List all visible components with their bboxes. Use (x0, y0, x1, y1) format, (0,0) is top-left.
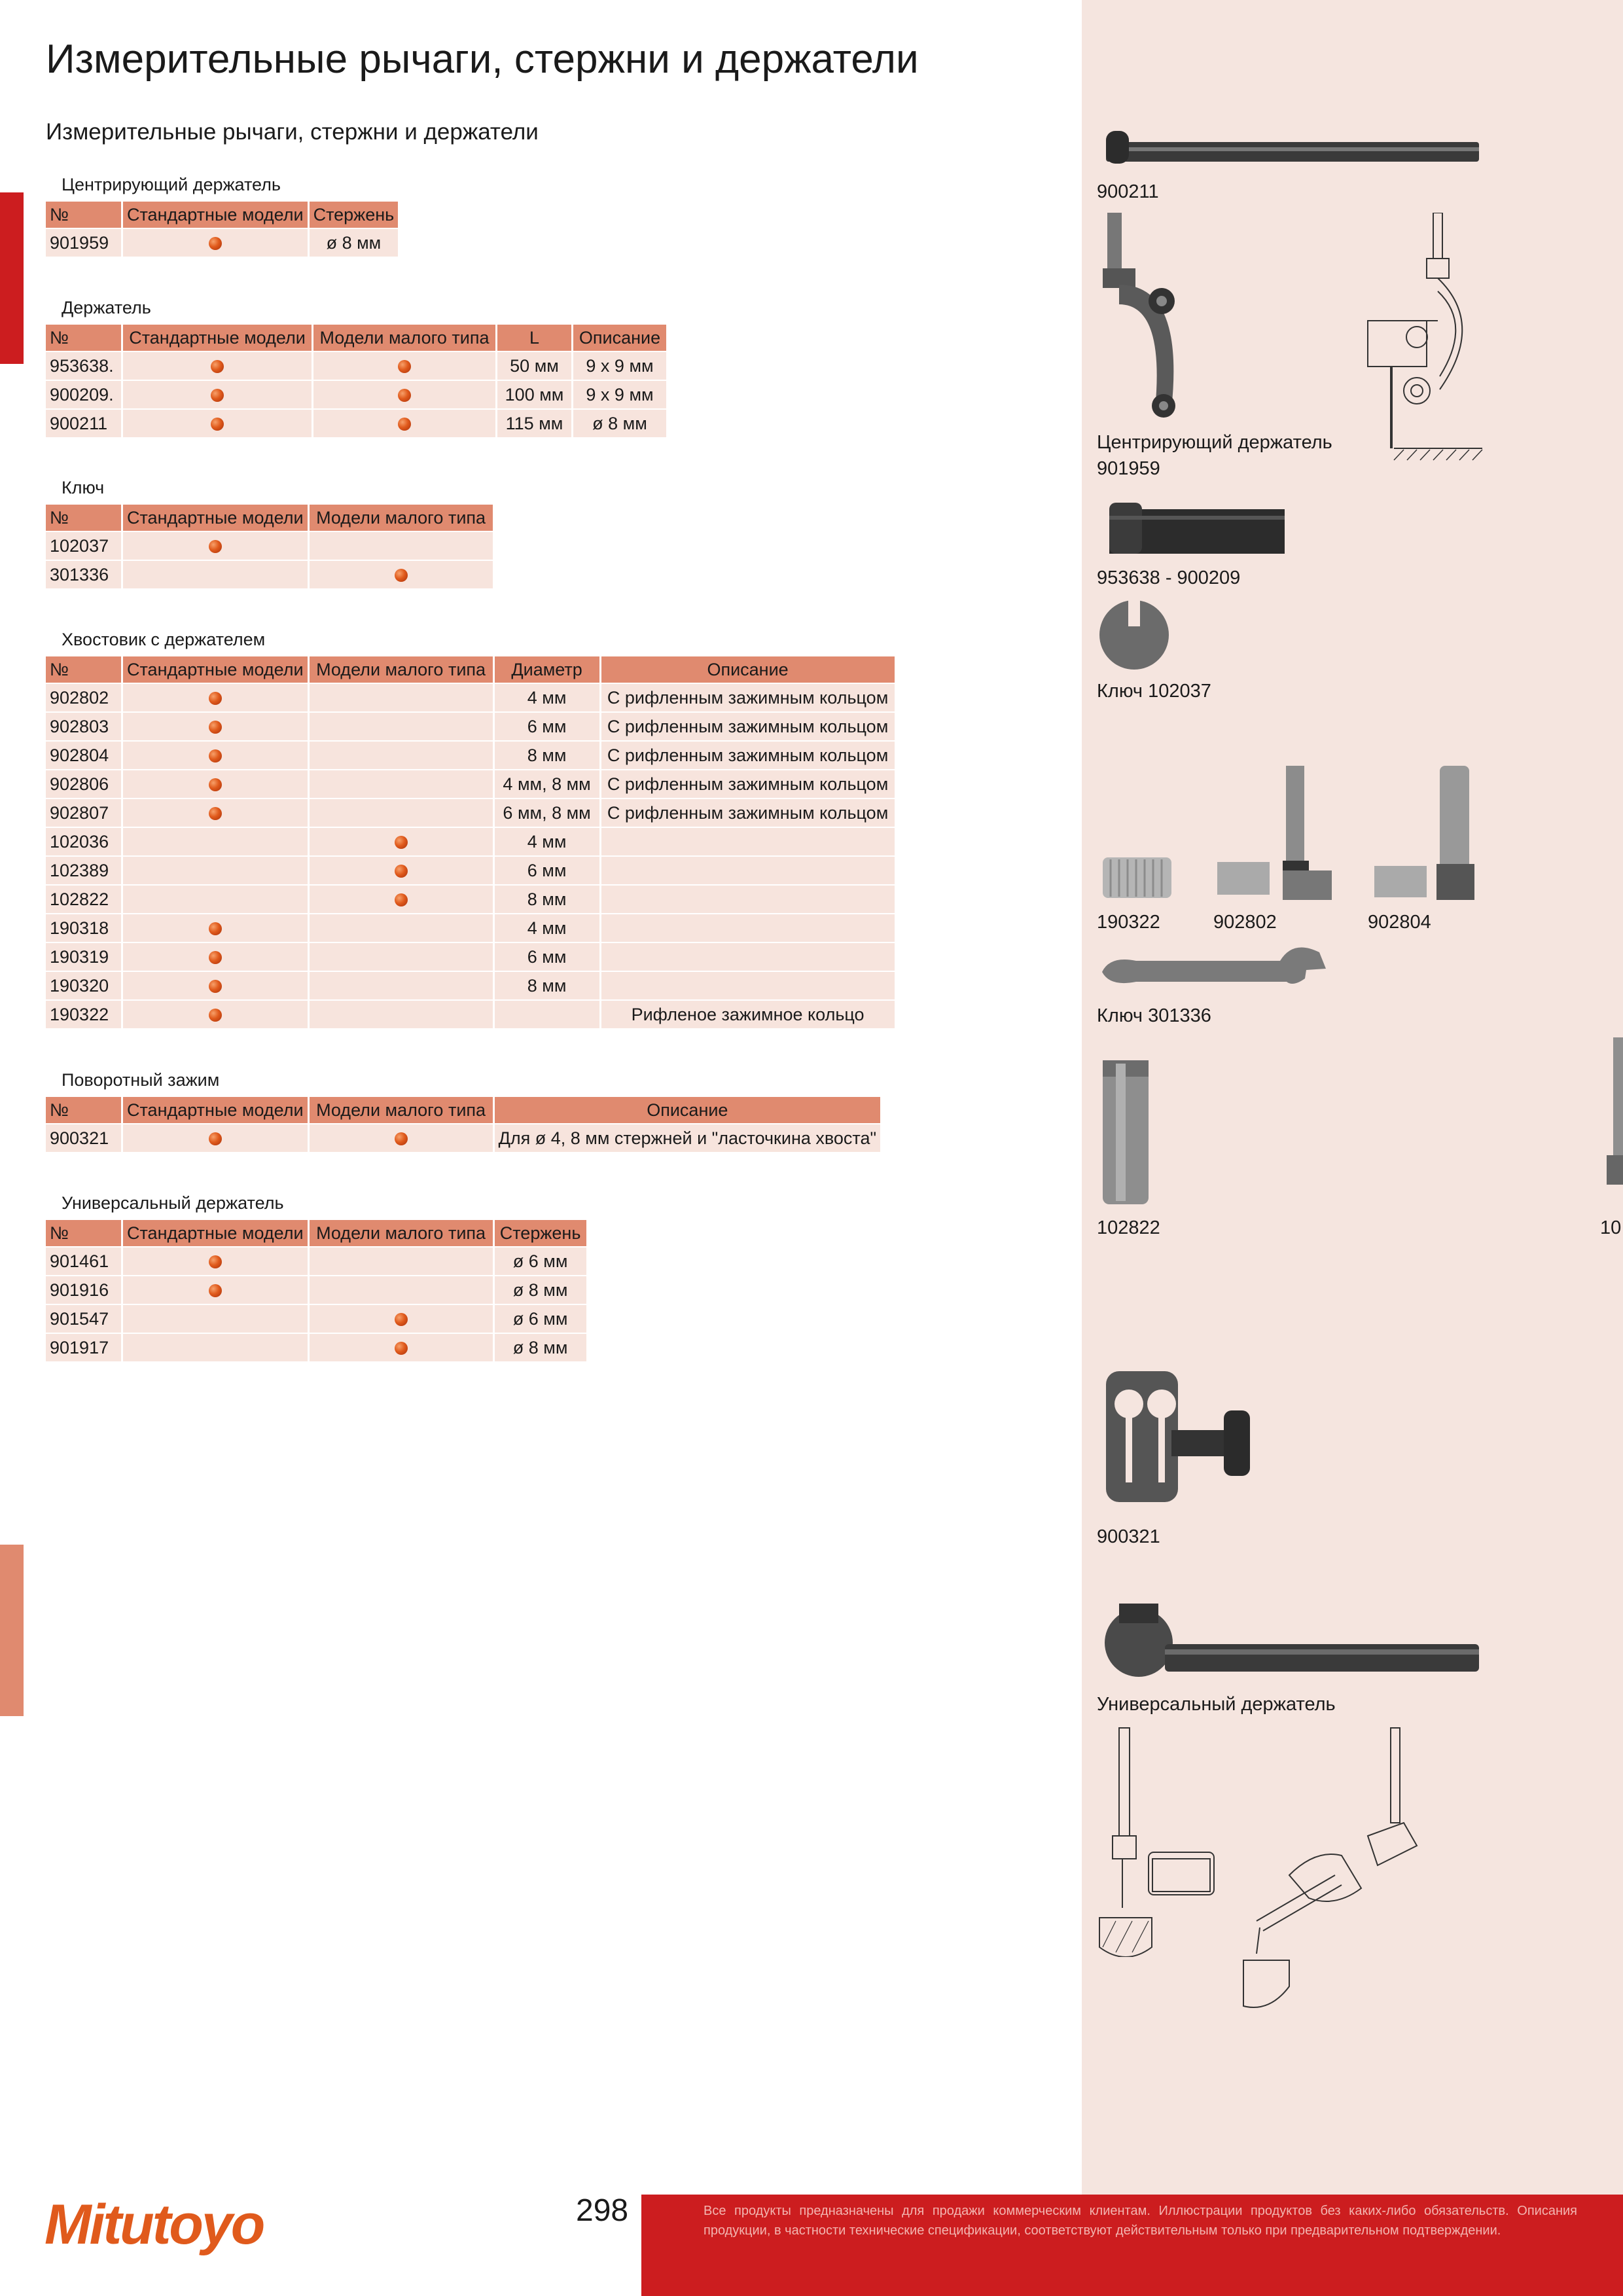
cell-no: 900211 (46, 408, 121, 437)
cell-dia: 8 мм (495, 971, 599, 999)
cell-small (310, 683, 493, 711)
cell-no: 900321 (46, 1123, 121, 1152)
caption-902804: 902804 (1368, 912, 1431, 933)
cell-std (123, 971, 308, 999)
cell-std (123, 1123, 308, 1152)
col-header: Модели малого типа (313, 325, 495, 351)
cell-std (123, 913, 308, 942)
cell-small (310, 1275, 493, 1304)
cell-std (123, 560, 308, 588)
col-header: № (46, 1220, 121, 1246)
cell-dia: 4 мм (495, 683, 599, 711)
availability-dot-icon (395, 569, 408, 582)
cell-desc (601, 884, 895, 913)
table-row (46, 798, 895, 827)
table-row (46, 711, 895, 740)
cell-std (123, 531, 308, 560)
table-row (46, 408, 666, 437)
table-row (46, 1333, 586, 1361)
cell-small (310, 769, 493, 798)
table-universal (44, 1220, 588, 1361)
cell-std (123, 408, 312, 437)
cell-small (310, 942, 493, 971)
cell-no: 102037 (46, 531, 121, 560)
cell-rod: ø 6 мм (495, 1246, 586, 1275)
cell-no: 900209. (46, 380, 121, 408)
table-row (46, 827, 895, 855)
mitutoyo-logo: Mitutoyo (45, 2193, 264, 2256)
table-row (46, 740, 895, 769)
cell-no: 901959 (46, 228, 121, 257)
cell-std (123, 999, 308, 1028)
cell-no: 901461 (46, 1246, 121, 1275)
cell-small (310, 1304, 493, 1333)
cell-dia: 6 мм, 8 мм (495, 798, 599, 827)
table-row (46, 942, 895, 971)
col-header: Стандартные модели (123, 505, 308, 531)
availability-dot-icon (209, 721, 222, 734)
cell-l: 115 мм (497, 408, 571, 437)
table-row (46, 531, 493, 560)
cell-desc (601, 942, 895, 971)
section-title-shank: Хвостовик с держателем (62, 630, 266, 649)
cell-small (310, 913, 493, 942)
cell-no: 102036 (46, 827, 121, 855)
availability-dot-icon (209, 1132, 222, 1145)
key-102037-image (1098, 599, 1173, 674)
cell-no: 190319 (46, 942, 121, 971)
caption-centering-holder: Центрирующий держатель (1097, 432, 1332, 453)
cell-std (123, 228, 308, 257)
cell-l: 50 мм (497, 351, 571, 380)
table-row (46, 855, 895, 884)
section-title-swivel: Поворотный зажим (62, 1070, 220, 1090)
cell-l: 100 мм (497, 380, 571, 408)
cell-no: 953638. (46, 351, 121, 380)
cell-no: 901916 (46, 1275, 121, 1304)
cell-no: 902807 (46, 798, 121, 827)
availability-dot-icon (209, 540, 222, 553)
centering-holder-drawing (1364, 213, 1489, 465)
col-header: № (46, 1097, 121, 1123)
partial-shank-image (1607, 1037, 1623, 1188)
universal-holder-drawing-2 (1237, 1725, 1427, 2013)
col-header: Стандартные модели (123, 1220, 308, 1246)
cell-desc (601, 971, 895, 999)
cell-small (310, 1246, 493, 1275)
caption-partial: 10 (1600, 1217, 1622, 1238)
section-title-key: Ключ (62, 478, 105, 497)
cell-std (123, 827, 308, 855)
availability-dot-icon (209, 692, 222, 705)
cell-std (123, 1333, 308, 1361)
cell-std (123, 1246, 308, 1275)
cell-small (310, 999, 493, 1028)
col-header: № (46, 656, 121, 683)
cell-no: 102389 (46, 855, 121, 884)
section-tab-red (0, 192, 24, 364)
availability-dot-icon (209, 951, 222, 964)
cell-no: 102822 (46, 884, 121, 913)
table-swivel (44, 1097, 882, 1152)
availability-dot-icon (209, 237, 222, 250)
col-header: Модели малого типа (310, 505, 493, 531)
table-shank (44, 656, 897, 1028)
availability-dot-icon (209, 1255, 222, 1268)
availability-dot-icon (209, 778, 222, 791)
cell-desc: ø 8 мм (573, 408, 666, 437)
cell-desc: Для ø 4, 8 мм стержней и "ласточкина хвоста" (495, 1123, 881, 1152)
cell-small (310, 1333, 493, 1361)
cell-small (310, 1123, 493, 1152)
availability-dot-icon (398, 389, 411, 402)
cell-std (123, 884, 308, 913)
table-row (46, 884, 895, 913)
cell-desc: С рифленным зажимным кольцом (601, 711, 895, 740)
cell-rod: ø 6 мм (495, 1304, 586, 1333)
footer-disclaimer: Все продукты предназначены для продажи коммерческим клиентам. Иллюстрации продуктов без каких-либо обязательств. Описания продукции, в частности технические спецификации, соответствуют действительным только при предварительном подтверждении. (704, 2204, 1577, 2238)
col-header: Стандартные модели (123, 656, 308, 683)
cell-dia: 8 мм (495, 884, 599, 913)
availability-dot-icon (209, 807, 222, 820)
caption-901959: 901959 (1097, 458, 1160, 479)
table-row (46, 1275, 586, 1304)
table-row (46, 769, 895, 798)
table-row (46, 999, 895, 1028)
caption-190322: 190322 (1097, 912, 1160, 933)
cell-small (310, 971, 493, 999)
shank-102822-image (1099, 1057, 1152, 1211)
col-header: Описание (601, 656, 895, 683)
cell-dia: 4 мм (495, 827, 599, 855)
cell-small (310, 531, 493, 560)
caption-102822: 102822 (1097, 1217, 1160, 1238)
col-header: Модели малого типа (310, 1220, 493, 1246)
page-title: Измерительные рычаги, стержни и держатели (46, 37, 919, 82)
caption-universal-holder: Универсальный держатель (1097, 1694, 1336, 1715)
table-row (46, 1304, 586, 1333)
cell-desc: С рифленным зажимным кольцом (601, 740, 895, 769)
table-key (44, 505, 495, 588)
availability-dot-icon (395, 1132, 408, 1145)
holder-953638-image (1103, 496, 1289, 558)
centering-holder-image (1093, 213, 1191, 429)
col-header: Стандартные модели (123, 202, 308, 228)
caption-902802: 902802 (1213, 912, 1277, 933)
section-title-holder: Держатель (62, 298, 151, 317)
cell-desc (601, 913, 895, 942)
cell-small (310, 711, 493, 740)
cell-small (310, 798, 493, 827)
cell-small (310, 740, 493, 769)
cell-std (123, 855, 308, 884)
cell-std (123, 740, 308, 769)
cell-std (123, 942, 308, 971)
table-row (46, 560, 493, 588)
cell-no: 190322 (46, 999, 121, 1028)
cell-desc (601, 855, 895, 884)
availability-dot-icon (398, 360, 411, 373)
cell-no: 301336 (46, 560, 121, 588)
section-tab-salmon (0, 1545, 24, 1716)
caption-key-301336: Ключ 301336 (1097, 1005, 1211, 1026)
availability-dot-icon (209, 749, 222, 762)
table-row (46, 351, 666, 380)
col-header: № (46, 325, 121, 351)
cell-no: 901917 (46, 1333, 121, 1361)
cell-desc: 9 x 9 мм (573, 351, 666, 380)
cell-desc: 9 x 9 мм (573, 380, 666, 408)
col-header: L (497, 325, 571, 351)
col-header: № (46, 202, 121, 228)
cell-no: 902806 (46, 769, 121, 798)
cell-dia: 6 мм (495, 942, 599, 971)
cell-no: 902804 (46, 740, 121, 769)
cell-std (123, 380, 312, 408)
cell-no: 190320 (46, 971, 121, 999)
caption-953638: 953638 - 900209 (1097, 567, 1241, 588)
caption-900211: 900211 (1097, 181, 1159, 202)
col-header: Описание (573, 325, 666, 351)
cell-std (123, 798, 308, 827)
col-header: Стандартные модели (123, 325, 312, 351)
availability-dot-icon (395, 836, 408, 849)
table-row (46, 1123, 880, 1152)
table-centering (44, 202, 400, 257)
cell-std (123, 769, 308, 798)
caption-key-102037: Ключ 102037 (1097, 681, 1211, 702)
cell-dia: 4 мм, 8 мм (495, 769, 599, 798)
cell-small (310, 560, 493, 588)
cell-dia (495, 999, 599, 1028)
cell-std (123, 1275, 308, 1304)
availability-dot-icon (211, 389, 224, 402)
col-header: Модели малого типа (310, 1097, 493, 1123)
cell-no: 902803 (46, 711, 121, 740)
table-row (46, 971, 895, 999)
cell-dia: 4 мм (495, 913, 599, 942)
table-row (46, 913, 895, 942)
cell-rod: ø 8 мм (495, 1275, 586, 1304)
col-header: Стержень (495, 1220, 586, 1246)
cell-no: 902802 (46, 683, 121, 711)
availability-dot-icon (209, 922, 222, 935)
cell-small (313, 408, 495, 437)
cell-small (310, 827, 493, 855)
cell-small (313, 380, 495, 408)
holder-900211-image (1099, 128, 1486, 173)
col-header: Диаметр (495, 656, 599, 683)
availability-dot-icon (395, 1313, 408, 1326)
section-title-centering: Центрирующий держатель (62, 175, 281, 194)
cell-rod: ø 8 мм (495, 1333, 586, 1361)
shank-holders-image (1096, 762, 1489, 903)
page-subtitle: Измерительные рычаги, стержни и держатели (46, 119, 539, 145)
cell-desc: С рифленным зажимным кольцом (601, 769, 895, 798)
availability-dot-icon (395, 1342, 408, 1355)
caption-900321: 900321 (1097, 1526, 1160, 1547)
availability-dot-icon (211, 418, 224, 431)
key-301336-image (1097, 942, 1332, 1001)
cell-desc: С рифленным зажимным кольцом (601, 683, 895, 711)
col-header: Стержень (310, 202, 399, 228)
availability-dot-icon (211, 360, 224, 373)
cell-small (313, 351, 495, 380)
table-row (46, 228, 398, 257)
cell-dia: 6 мм (495, 711, 599, 740)
cell-rod: ø 8 мм (310, 228, 399, 257)
cell-dia: 6 мм (495, 855, 599, 884)
cell-small (310, 884, 493, 913)
col-header: Модели малого типа (310, 656, 493, 683)
availability-dot-icon (209, 1284, 222, 1297)
cell-small (310, 855, 493, 884)
table-holder (44, 325, 668, 437)
cell-std (123, 711, 308, 740)
section-title-universal: Универсальный держатель (62, 1193, 284, 1213)
col-header: № (46, 505, 121, 531)
table-row (46, 1246, 586, 1275)
availability-dot-icon (209, 980, 222, 993)
universal-holder-image (1099, 1597, 1486, 1682)
swivel-clamp-900321-image (1099, 1365, 1257, 1512)
availability-dot-icon (209, 1009, 222, 1022)
col-header: Стандартные модели (123, 1097, 308, 1123)
availability-dot-icon (398, 418, 411, 431)
cell-dia: 8 мм (495, 740, 599, 769)
cell-no: 901547 (46, 1304, 121, 1333)
cell-no: 190318 (46, 913, 121, 942)
universal-holder-drawing-1 (1096, 1725, 1227, 1957)
table-row (46, 380, 666, 408)
table-row (46, 683, 895, 711)
cell-desc (601, 827, 895, 855)
availability-dot-icon (395, 865, 408, 878)
cell-std (123, 1304, 308, 1333)
cell-std (123, 683, 308, 711)
cell-std (123, 351, 312, 380)
cell-desc: Рифленое зажимное кольцо (601, 999, 895, 1028)
col-header: Описание (495, 1097, 881, 1123)
page-number: 298 (576, 2193, 629, 2228)
cell-desc: С рифленным зажимным кольцом (601, 798, 895, 827)
availability-dot-icon (395, 893, 408, 906)
